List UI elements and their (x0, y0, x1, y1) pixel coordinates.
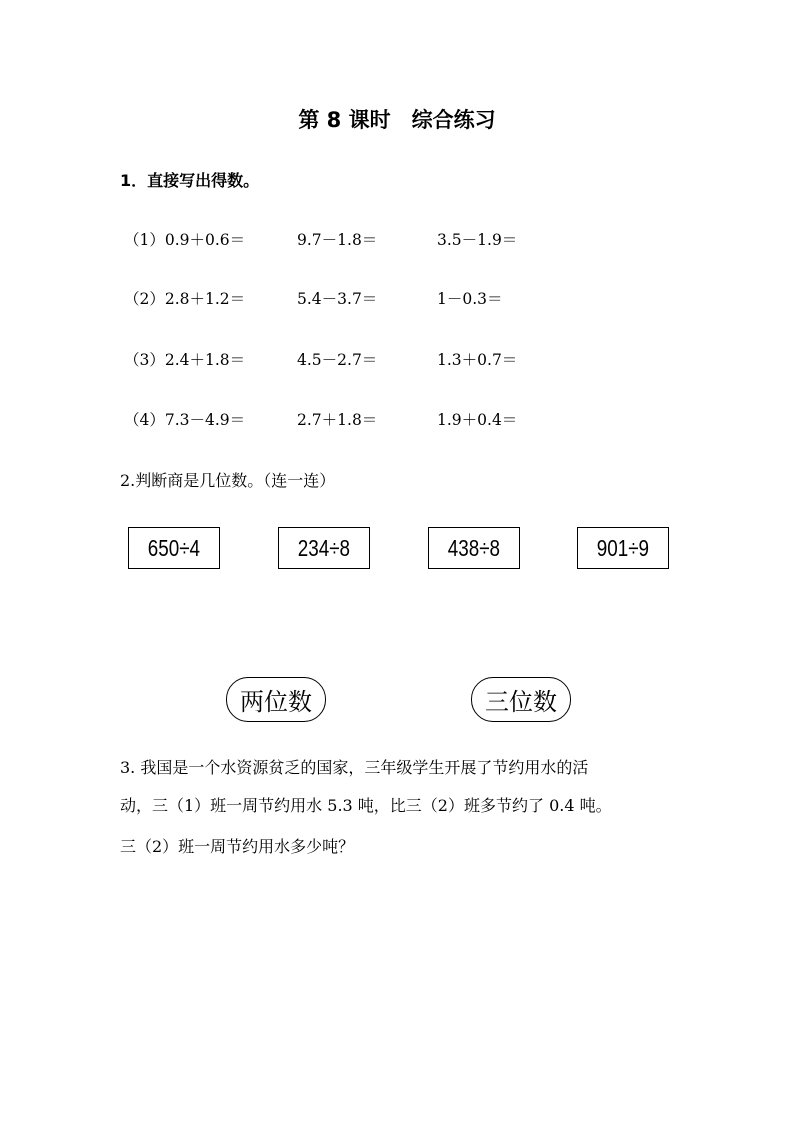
question-3-line: 3. 我国是一个水资源贫乏的国家，三年级学生开展了节约用水的活 (120, 758, 589, 777)
division-box: 438÷8 (428, 527, 520, 569)
calc-item: 2.7＋1.8＝ (297, 411, 378, 429)
page-title: 第 8 课时 综合练习 (298, 108, 496, 132)
division-box: 650÷4 (128, 527, 220, 569)
calc-item: 1.9＋0.4＝ (437, 411, 518, 429)
answer-three-digit: 三位数 (471, 677, 571, 722)
question-3-line: 动，三（1）班一周节约用水 5.3 吨，比三（2）班多节约了 0.4 吨。 (120, 796, 612, 815)
calc-item: 9.7－1.8＝ (297, 231, 378, 249)
calc-item: （1）0.9＋0.6＝ (124, 231, 246, 249)
division-box: 234÷8 (278, 527, 370, 569)
calc-item: 1－0.3＝ (437, 290, 503, 308)
calc-item: （2）2.8＋1.2＝ (124, 290, 246, 308)
question-1-heading: 1．直接写出得数。 (120, 171, 260, 190)
calc-item: 1.3＋0.7＝ (437, 351, 518, 369)
calc-item: （4）7.3－4.9＝ (124, 411, 246, 429)
question-3-line: 三（2）班一周节约用水多少吨？ (120, 837, 355, 856)
calc-item: 4.5－2.7＝ (297, 351, 378, 369)
calc-item: 5.4－3.7＝ (297, 290, 378, 308)
calc-item: 3.5－1.9＝ (437, 231, 518, 249)
answer-two-digit: 两位数 (226, 677, 326, 722)
division-box: 901÷9 (577, 527, 669, 569)
question-2-heading: 2.判断商是几位数。（连一连） (120, 471, 336, 490)
calc-item: （3）2.4＋1.8＝ (124, 351, 246, 369)
